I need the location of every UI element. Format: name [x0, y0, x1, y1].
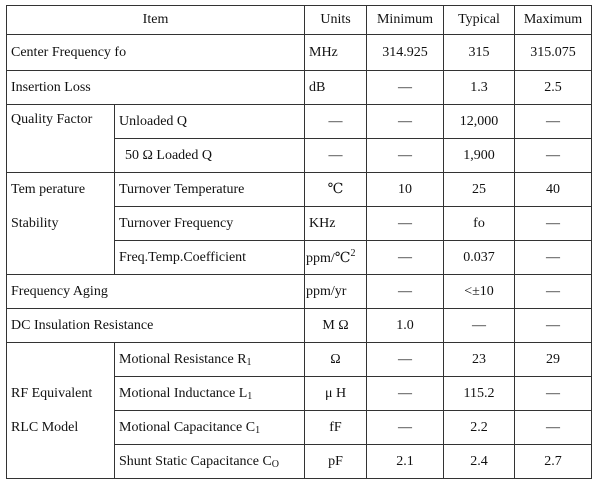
typ-cell: 23 — [444, 343, 515, 377]
max-cell: 2.5 — [515, 71, 592, 105]
units-cell: — — [305, 105, 367, 139]
units-cell: MHz — [305, 35, 367, 71]
typ-cell: 315 — [444, 35, 515, 71]
label-subscript: O — [271, 458, 280, 470]
typ-cell: 0.037 — [444, 241, 515, 275]
header-item: Item — [7, 6, 305, 35]
max-cell: 315.075 — [515, 35, 592, 71]
units-cell: pF — [305, 445, 367, 479]
header-typical: Typical — [444, 6, 515, 35]
max-cell: — — [515, 105, 592, 139]
row-label: Frequency Aging — [7, 275, 305, 309]
table-row-center-frequency — [7, 35, 592, 71]
header-maximum: Maximum — [515, 6, 592, 35]
min-cell: 2.1 — [367, 445, 444, 479]
min-cell: — — [367, 343, 444, 377]
table-row-motional-resistance — [7, 343, 592, 377]
row-label — [115, 411, 305, 445]
table-row-insertion-loss — [7, 71, 592, 105]
label-text: Motional Inductance L — [119, 385, 248, 401]
typ-cell: 115.2 — [444, 377, 515, 411]
table-row-dc-insulation — [7, 309, 592, 343]
typ-cell: 12,000 — [444, 105, 515, 139]
units-cell: ℃ — [305, 173, 367, 207]
units-cell — [305, 241, 367, 275]
max-cell: 40 — [515, 173, 592, 207]
max-cell: — — [515, 241, 592, 275]
row-label — [115, 445, 305, 479]
row-label: Center Frequency fo — [7, 35, 305, 71]
max-cell: — — [515, 207, 592, 241]
row-label: 50 Ω Loaded Q — [115, 139, 305, 173]
min-cell: 10 — [367, 173, 444, 207]
label-subscript: 1 — [247, 390, 253, 402]
specification-table — [6, 5, 592, 479]
units-cell: Ω — [305, 343, 367, 377]
typ-cell: 25 — [444, 173, 515, 207]
header-units: Units — [305, 6, 367, 35]
group-label-line: Stability — [11, 216, 59, 231]
row-label — [115, 377, 305, 411]
max-cell: — — [515, 377, 592, 411]
group-label-line: RLC Model — [11, 419, 79, 435]
typ-cell: — — [444, 309, 515, 343]
table-row-unloaded-q — [7, 105, 592, 139]
header-minimum: Minimum — [367, 6, 444, 35]
max-cell: 2.7 — [515, 445, 592, 479]
units-cell: M Ω — [305, 309, 367, 343]
typ-cell: 2.2 — [444, 411, 515, 445]
label-text: Motional Resistance R — [119, 351, 247, 367]
group-label-line: RF Equivalent — [11, 385, 93, 401]
units-cell: μ H — [305, 377, 367, 411]
row-label: Insertion Loss — [7, 71, 305, 105]
units-cell: dB — [305, 71, 367, 105]
min-cell: — — [367, 275, 444, 309]
row-label: DC Insulation Resistance — [7, 309, 305, 343]
label-subscript: 1 — [246, 356, 252, 368]
label-text: Shunt Static Capacitance C — [119, 453, 272, 469]
quality-factor-group-label: Quality Factor — [7, 105, 115, 173]
min-cell: — — [367, 241, 444, 275]
min-cell: — — [367, 207, 444, 241]
label-subscript: 1 — [255, 424, 261, 436]
max-cell: — — [515, 309, 592, 343]
table-row-frequency-aging — [7, 275, 592, 309]
min-cell: — — [367, 377, 444, 411]
min-cell: — — [367, 139, 444, 173]
typ-cell: 1,900 — [444, 139, 515, 173]
units-exponent: 2 — [350, 248, 356, 259]
min-cell: — — [367, 71, 444, 105]
row-label: Freq.Temp.Coefficient — [115, 241, 305, 275]
min-cell: 1.0 — [367, 309, 444, 343]
units-cell: — — [305, 139, 367, 173]
row-label: Turnover Frequency — [115, 207, 305, 241]
min-cell: — — [367, 411, 444, 445]
group-label-line: Tem perature — [11, 182, 86, 197]
typ-cell: 2.4 — [444, 445, 515, 479]
units-cell: KHz — [305, 207, 367, 241]
row-label — [115, 343, 305, 377]
header-row — [7, 6, 592, 35]
typ-cell: fo — [444, 207, 515, 241]
label-text: Motional Capacitance C — [119, 419, 256, 435]
typ-cell: 1.3 — [444, 71, 515, 105]
units-cell: ppm/yr — [305, 275, 367, 309]
row-label: Turnover Temperature — [115, 173, 305, 207]
max-cell: — — [515, 411, 592, 445]
rf-equivalent-group-label — [7, 343, 115, 479]
max-cell: 29 — [515, 343, 592, 377]
max-cell: — — [515, 275, 592, 309]
table-row-turnover-temperature — [7, 173, 592, 207]
units-base: ppm/℃ — [306, 251, 351, 266]
temperature-stability-group-label — [7, 173, 115, 275]
units-cell: fF — [305, 411, 367, 445]
max-cell: — — [515, 139, 592, 173]
row-label: Unloaded Q — [115, 105, 305, 139]
typ-cell: <±10 — [444, 275, 515, 309]
min-cell: 314.925 — [367, 35, 444, 71]
min-cell: — — [367, 105, 444, 139]
